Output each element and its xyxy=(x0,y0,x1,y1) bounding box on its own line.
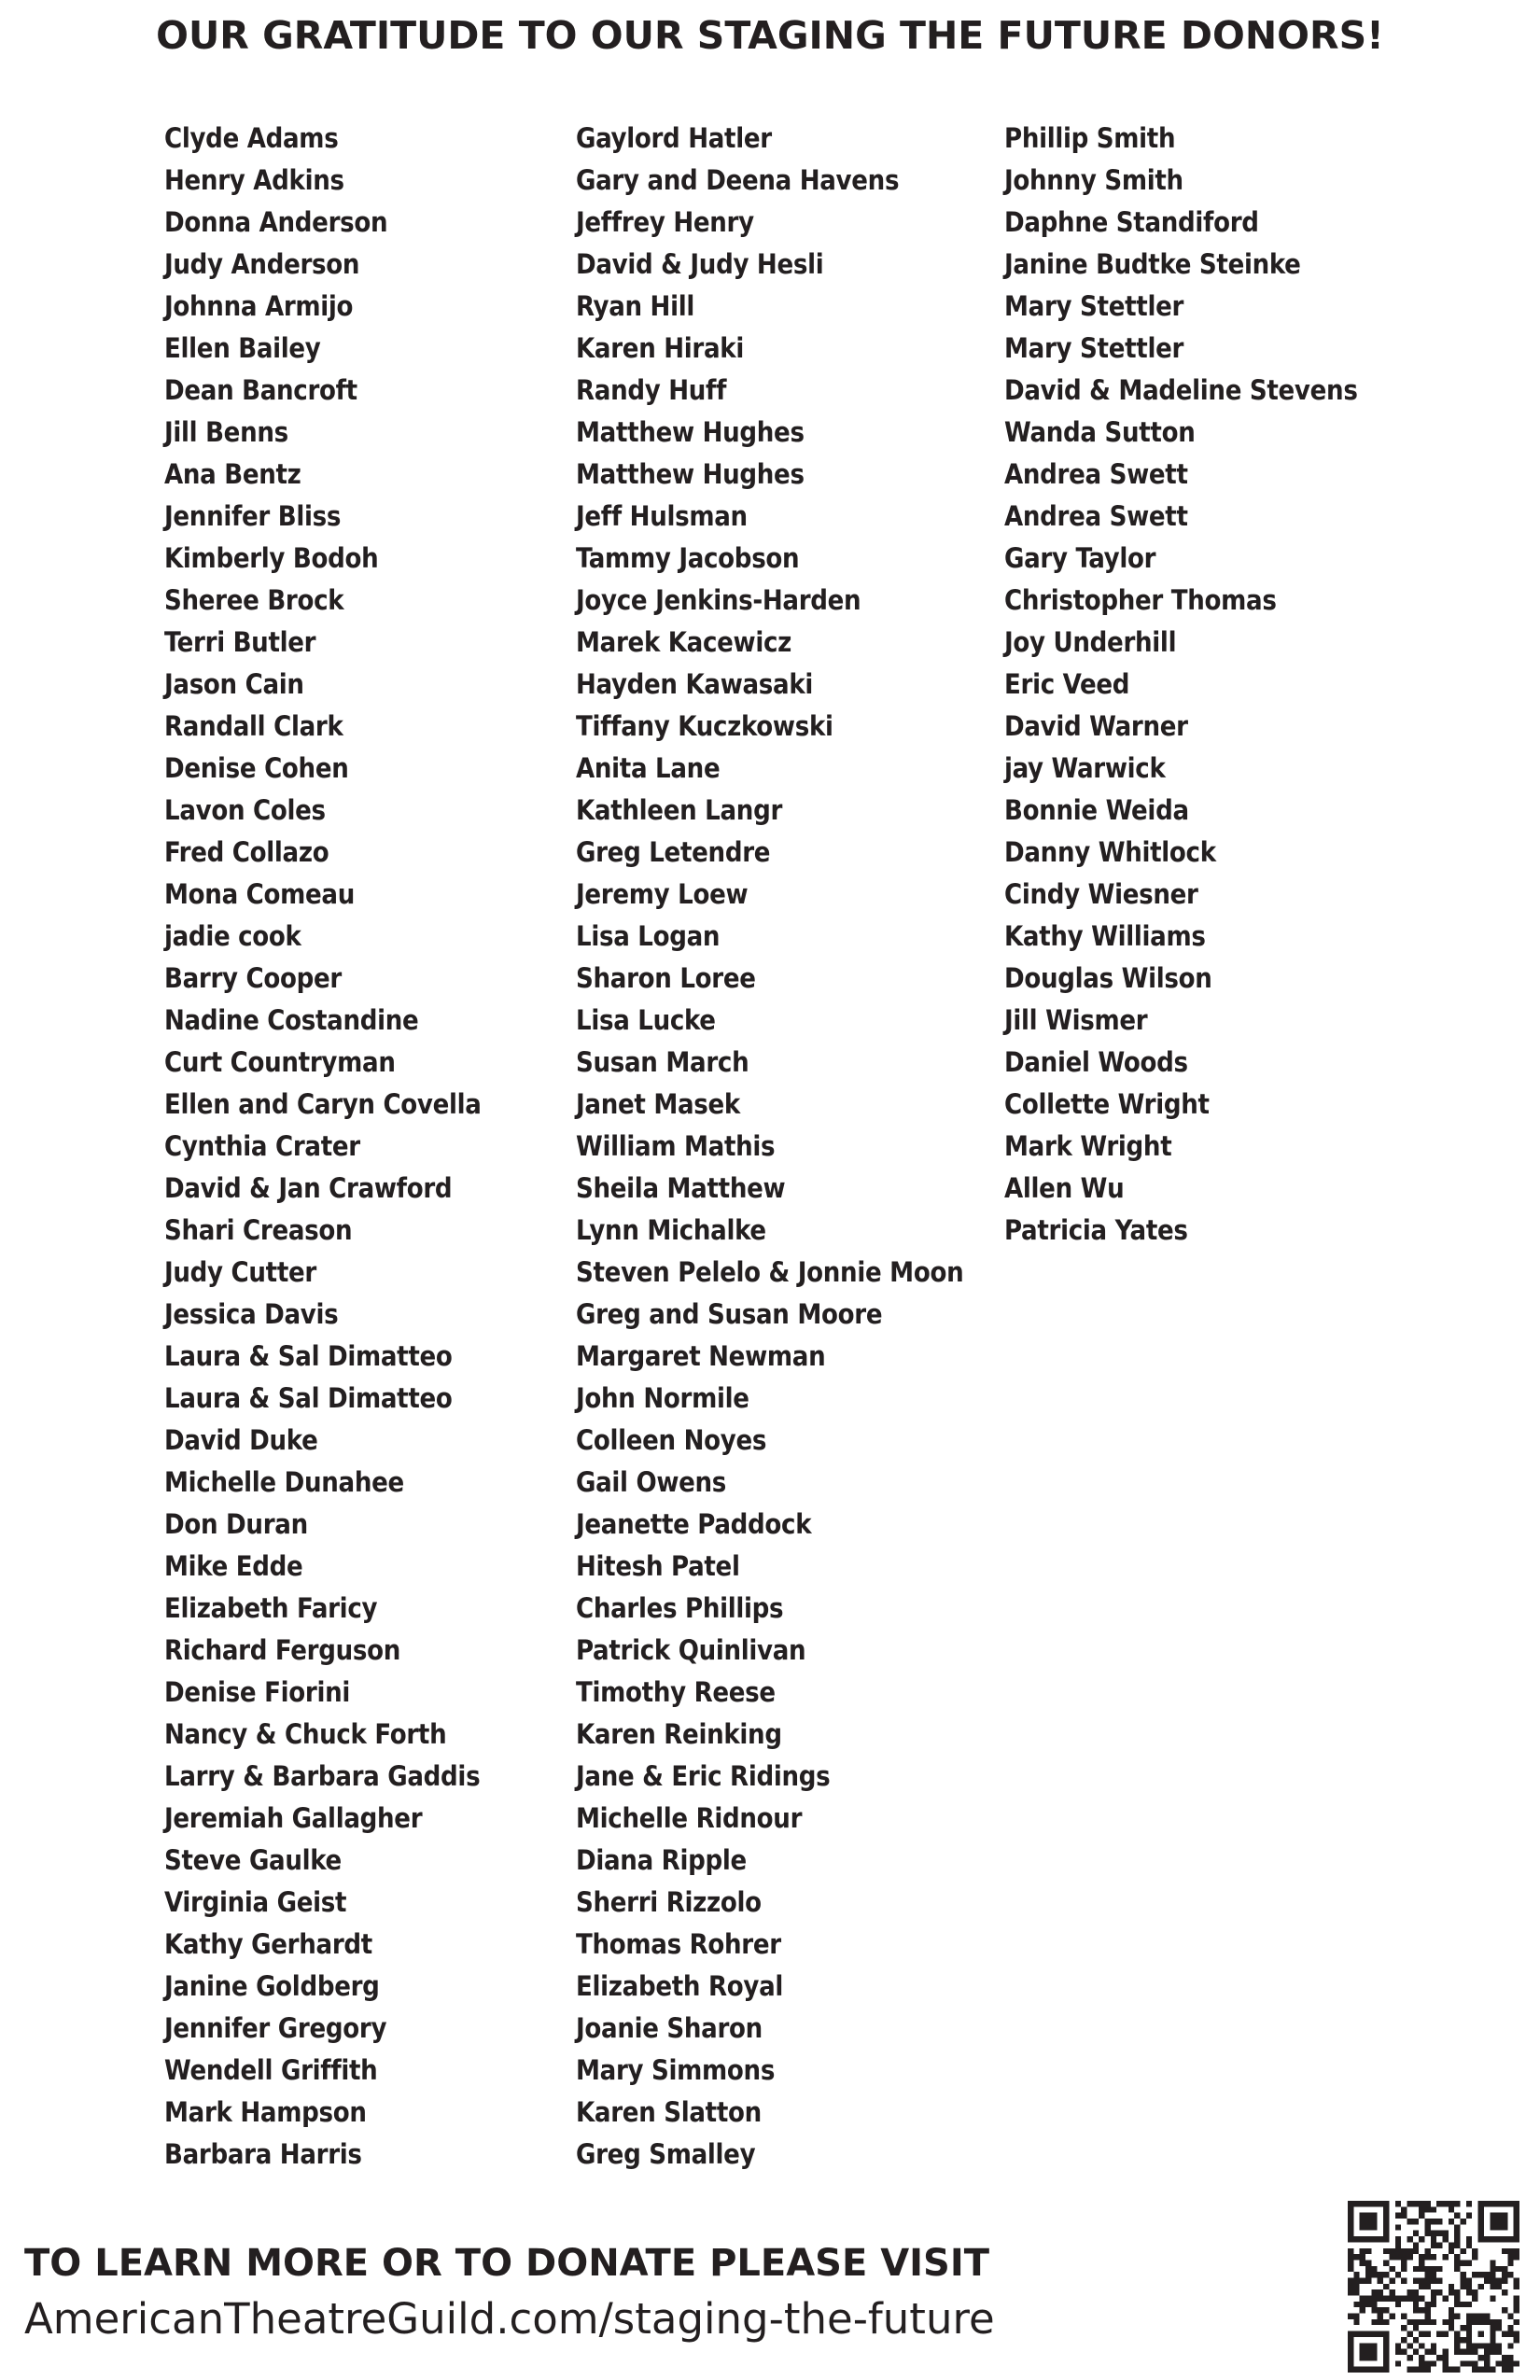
donor-name: David Warner xyxy=(1004,710,1188,742)
donor-name: Susan March xyxy=(576,1046,749,1078)
donor-name: Wanda Sutton xyxy=(1004,416,1196,448)
donor-name: Elizabeth Faricy xyxy=(164,1592,378,1624)
footer-heading: TO LEARN MORE OR TO DONATE PLEASE VISIT xyxy=(24,2242,990,2285)
donor-name: Kathleen Langr xyxy=(576,794,783,826)
donor-name: Mark Wright xyxy=(1004,1130,1172,1162)
donor-name: Kimberly Bodoh xyxy=(164,542,379,574)
donor-name: Denise Cohen xyxy=(164,752,349,784)
donor-name: Lisa Logan xyxy=(576,920,721,952)
donor-name: Jeremy Loew xyxy=(576,878,749,910)
donor-name: Patrick Quinlivan xyxy=(576,1634,806,1666)
donor-name: Richard Ferguson xyxy=(164,1634,401,1666)
donor-name: Gaylord Hatler xyxy=(576,122,772,154)
donate-link[interactable]: AmericanTheatreGuild.com/staging-the-future xyxy=(24,2294,995,2344)
donor-name: Sheree Brock xyxy=(164,584,344,616)
donor-name: Gary and Deena Havens xyxy=(576,164,900,196)
donor-name: Andrea Swett xyxy=(1004,500,1188,532)
donor-name: Janet Masek xyxy=(576,1088,740,1120)
donor-name: Allen Wu xyxy=(1004,1172,1125,1204)
donor-name: Johnny Smith xyxy=(1004,164,1183,196)
donor-name: Randall Clark xyxy=(164,710,343,742)
donor-name: Nancy & Chuck Forth xyxy=(164,1718,447,1750)
donor-name: Collette Wright xyxy=(1004,1088,1210,1120)
donor-name: jay Warwick xyxy=(1004,752,1166,784)
donor-name: Curt Countryman xyxy=(164,1046,396,1078)
donor-name: Ellen Bailey xyxy=(164,332,321,364)
donor-name: Lisa Lucke xyxy=(576,1004,716,1036)
donor-name: Don Duran xyxy=(164,1508,308,1540)
donor-name: Johnna Armijo xyxy=(164,290,354,322)
donor-name: Joyce Jenkins-Harden xyxy=(576,584,861,616)
donor-name: Jennifer Bliss xyxy=(164,500,342,532)
donor-name: David & Jan Crawford xyxy=(164,1172,453,1204)
donor-name: Judy Cutter xyxy=(164,1256,316,1288)
donor-name: jadie cook xyxy=(164,920,301,952)
donor-name: Barbara Harris xyxy=(164,2138,362,2170)
donor-name: Thomas Rohrer xyxy=(576,1928,781,1960)
donor-name: Joy Underhill xyxy=(1004,626,1177,658)
donor-name: Mary Simmons xyxy=(576,2054,776,2086)
donor-name: Barry Cooper xyxy=(164,962,342,994)
donor-name: Anita Lane xyxy=(576,752,721,784)
donor-name: Gary Taylor xyxy=(1004,542,1156,574)
qr-code-icon[interactable] xyxy=(1348,2201,1519,2373)
donor-name: Bonnie Weida xyxy=(1004,794,1189,826)
donor-name: David Duke xyxy=(164,1424,318,1456)
donor-name: Greg Smalley xyxy=(576,2138,756,2170)
donor-name: Christopher Thomas xyxy=(1004,584,1277,616)
donor-name: Janine Budtke Steinke xyxy=(1004,248,1301,280)
donor-name: Jennifer Gregory xyxy=(164,2012,387,2044)
donor-name: Jeffrey Henry xyxy=(576,206,754,238)
donor-name: Karen Slatton xyxy=(576,2096,762,2128)
donor-name: Gail Owens xyxy=(576,1466,727,1498)
donor-name: Jill Benns xyxy=(164,416,288,448)
donor-name: Lynn Michalke xyxy=(576,1214,766,1246)
donor-name: Sharon Loree xyxy=(576,962,756,994)
donor-name: Michelle Dunahee xyxy=(164,1466,404,1498)
donor-name: David & Judy Hesli xyxy=(576,248,824,280)
donor-name: Laura & Sal Dimatteo xyxy=(164,1340,453,1372)
donor-name: Denise Fiorini xyxy=(164,1676,350,1708)
donor-name: Marek Kacewicz xyxy=(576,626,792,658)
donor-name: Kathy Williams xyxy=(1004,920,1206,952)
donor-name: Jeff Hulsman xyxy=(576,500,748,532)
donor-name: Jason Cain xyxy=(164,668,304,700)
donor-name: Mary Stettler xyxy=(1004,332,1184,364)
donor-name: Mark Hampson xyxy=(164,2096,367,2128)
donor-name: David & Madeline Stevens xyxy=(1004,374,1358,406)
donor-name: Timothy Reese xyxy=(576,1676,776,1708)
donor-name: Lavon Coles xyxy=(164,794,326,826)
donor-column-3 xyxy=(1004,118,1358,1252)
donor-name: Terri Butler xyxy=(164,626,316,658)
donor-name: Jill Wismer xyxy=(1004,1004,1148,1036)
donor-name: Hitesh Patel xyxy=(576,1550,740,1582)
donor-name: Jessica Davis xyxy=(164,1298,339,1330)
donor-name: Matthew Hughes xyxy=(576,458,805,490)
donor-name: Sherri Rizzolo xyxy=(576,1886,762,1918)
donor-name: Donna Anderson xyxy=(164,206,388,238)
donor-name: Matthew Hughes xyxy=(576,416,805,448)
donor-name: Margaret Newman xyxy=(576,1340,826,1372)
donor-name: William Mathis xyxy=(576,1130,776,1162)
donor-name: Jeanette Paddock xyxy=(576,1508,812,1540)
donor-name: Douglas Wilson xyxy=(1004,962,1212,994)
donor-name: Mike Edde xyxy=(164,1550,303,1582)
donor-name: Joanie Sharon xyxy=(576,2012,763,2044)
donor-column-1 xyxy=(164,118,482,2176)
donor-name: Michelle Ridnour xyxy=(576,1802,803,1834)
donor-name: Mary Stettler xyxy=(1004,290,1184,322)
donor-name: Tiffany Kuczkowski xyxy=(576,710,833,742)
donor-name: Greg and Susan Moore xyxy=(576,1298,883,1330)
donor-name: Sheila Matthew xyxy=(576,1172,786,1204)
donor-name: Tammy Jacobson xyxy=(576,542,800,574)
donor-name: Judy Anderson xyxy=(164,248,360,280)
donor-name: Nadine Costandine xyxy=(164,1004,419,1036)
donor-name: Wendell Griffith xyxy=(164,2054,378,2086)
donor-name: Karen Hiraki xyxy=(576,332,744,364)
donor-name: Daphne Standiford xyxy=(1004,206,1259,238)
donor-name: Karen Reinking xyxy=(576,1718,782,1750)
donor-name: Ellen and Caryn Covella xyxy=(164,1088,482,1120)
donor-name: Mona Comeau xyxy=(164,878,355,910)
donor-name: Patricia Yates xyxy=(1004,1214,1188,1246)
donor-name: Jane & Eric Ridings xyxy=(576,1760,831,1792)
donor-name: Henry Adkins xyxy=(164,164,344,196)
donor-name: Charles Phillips xyxy=(576,1592,784,1624)
donor-name: Daniel Woods xyxy=(1004,1046,1188,1078)
donor-name: Ryan Hill xyxy=(576,290,694,322)
donor-name: Fred Collazo xyxy=(164,836,329,868)
donor-name: Phillip Smith xyxy=(1004,122,1176,154)
donor-name: Clyde Adams xyxy=(164,122,339,154)
page-title: OUR GRATITUDE TO OUR STAGING THE FUTURE DONORS! xyxy=(156,13,1384,58)
donor-name: Elizabeth Royal xyxy=(576,1970,784,2002)
donor-name: Laura & Sal Dimatteo xyxy=(164,1382,453,1414)
donor-name: Hayden Kawasaki xyxy=(576,668,814,700)
donor-name: Janine Goldberg xyxy=(164,1970,380,2002)
donor-name: Diana Ripple xyxy=(576,1844,747,1876)
donor-name: Shari Creason xyxy=(164,1214,353,1246)
donor-name: Dean Bancroft xyxy=(164,374,357,406)
donor-name: Randy Huff xyxy=(576,374,727,406)
donor-name: Steven Pelelo & Jonnie Moon xyxy=(576,1256,964,1288)
donor-name: Ana Bentz xyxy=(164,458,301,490)
donor-name: Eric Veed xyxy=(1004,668,1130,700)
donor-name: Jeremiah Gallagher xyxy=(164,1802,423,1834)
donor-name: Steve Gaulke xyxy=(164,1844,342,1876)
donor-name: Kathy Gerhardt xyxy=(164,1928,372,1960)
donor-name: Larry & Barbara Gaddis xyxy=(164,1760,481,1792)
donor-name: Andrea Swett xyxy=(1004,458,1188,490)
donor-name: Virginia Geist xyxy=(164,1886,347,1918)
donor-name: John Normile xyxy=(576,1382,749,1414)
donor-name: Colleen Noyes xyxy=(576,1424,767,1456)
donor-name: Danny Whitlock xyxy=(1004,836,1216,868)
donor-name: Greg Letendre xyxy=(576,836,771,868)
donor-column-2 xyxy=(576,118,963,2176)
donor-name: Cindy Wiesner xyxy=(1004,878,1198,910)
donor-name: Cynthia Crater xyxy=(164,1130,360,1162)
